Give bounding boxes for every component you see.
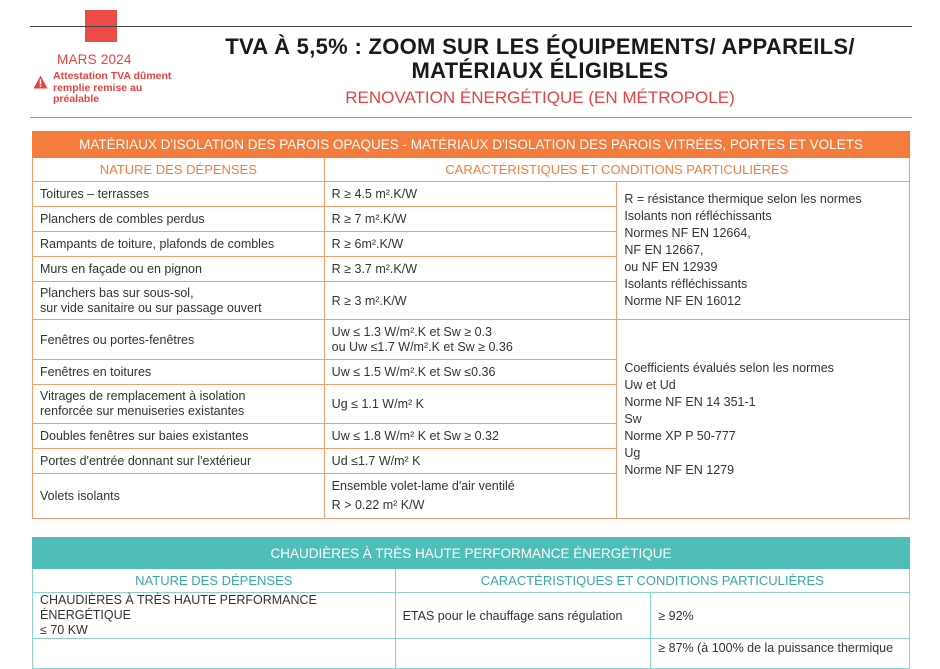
date-label: MARS 2024 — [57, 52, 132, 67]
row-nature: Fenêtres en toitures — [33, 360, 325, 385]
row-condition: Uw ≤ 1.8 W/m² K et Sw ≥ 0.32 — [324, 424, 617, 449]
row-condition: Ud ≤1.7 W/m² K — [324, 449, 617, 474]
row-nature-empty — [33, 639, 396, 669]
row-condition: Ensemble volet-lame d'air ventilé R > 0.22 m² K/W — [324, 474, 617, 519]
insulation-table — [32, 131, 910, 519]
row-criterion-empty — [395, 639, 651, 669]
row-nature: Doubles fenêtres sur baies existantes — [33, 424, 325, 449]
row-nature: Toitures – terrasses — [33, 182, 325, 207]
page-subtitle: RENOVATION ÉNERGÉTIQUE (EN MÉTROPOLE) — [345, 88, 735, 107]
row-criterion: ETAS pour le chauffage sans régulation — [395, 593, 651, 639]
note-vitrees: Coefficients évalués selon les normes Uw et Ud Norme NF EN 14 351-1 Sw Norme XP P 50-777 Ug Norme NF EN 1279 — [617, 320, 910, 519]
row-condition: Uw ≤ 1.3 W/m².K et Sw ≥ 0.3 ou Uw ≤1.7 W/m².K et Sw ≥ 0.36 — [324, 320, 617, 360]
row-nature: Fenêtres ou portes-fenêtres — [33, 320, 325, 360]
warning-block — [33, 71, 173, 106]
row-nature: Volets isolants — [33, 474, 325, 519]
row-condition: R ≥ 6m².K/W — [324, 232, 617, 257]
row-nature: Rampants de toiture, plafonds de combles — [33, 232, 325, 257]
top-rule — [30, 26, 912, 27]
title-line-1: TVA À 5,5% : ZOOM SUR LES ÉQUIPEMENTS/ APPAREILS/ — [225, 34, 855, 59]
page-title — [190, 35, 890, 83]
row-nature: Vitrages de remplacement à isolation renforcée sur menuiseries existantes — [33, 385, 325, 424]
row-condition: Ug ≤ 1.1 W/m² K — [324, 385, 617, 424]
row-value: ≥ 92% — [651, 593, 910, 639]
col-header-nature: NATURE DES DÉPENSES — [33, 569, 396, 593]
row-condition: R ≥ 4.5 m².K/W — [324, 182, 617, 207]
divider — [30, 117, 912, 118]
boiler-table-band: CHAUDIÈRES À TRÈS HAUTE PERFORMANCE ÉNERGÉTIQUE — [33, 538, 910, 569]
row-condition: R ≥ 3.7 m².K/W — [324, 257, 617, 282]
note-opaque: R = résistance thermique selon les normes Isolants non réfléchissants Normes NF EN 12664, NF EN 12667, ou NF EN 12939 Isolants réfléchissants Norme NF EN 16012 — [617, 182, 910, 320]
row-value: ≥ 87% (à 100% de la puissance thermique — [651, 639, 910, 669]
row-condition: R ≥ 3 m².K/W — [324, 282, 617, 320]
row-nature: Planchers de combles perdus — [33, 207, 325, 232]
boiler-table — [32, 537, 910, 669]
col-header-nature: NATURE DES DÉPENSES — [33, 158, 325, 182]
warning-text: Attestation TVA dûment remplie remise au préalable — [53, 70, 172, 105]
warning-icon — [33, 75, 48, 89]
row-condition: Uw ≤ 1.5 W/m².K et Sw ≤0.36 — [324, 360, 617, 385]
row-nature: Murs en façade ou en pignon — [33, 257, 325, 282]
row-condition: R ≥ 7 m².K/W — [324, 207, 617, 232]
row-nature: Planchers bas sur sous-sol, sur vide sanitaire ou sur passage ouvert — [33, 282, 325, 320]
col-header-conditions: CARACTÉRISTIQUES ET CONDITIONS PARTICULIÈRES — [395, 569, 909, 593]
title-line-2: MATÉRIAUX ÉLIGIBLES — [411, 58, 669, 83]
col-header-conditions: CARACTÉRISTIQUES ET CONDITIONS PARTICULIÈRES — [324, 158, 909, 182]
row-nature: CHAUDIÈRES À TRÈS HAUTE PERFORMANCE ÉNERGÉTIQUE ≤ 70 KW — [33, 593, 396, 639]
row-nature: Portes d'entrée donnant sur l'extérieur — [33, 449, 325, 474]
insulation-table-band: MATÉRIAUX D'ISOLATION DES PAROIS OPAQUES - MATÉRIAUX D'ISOLATION DES PAROIS VITRÉES, PORTES ET VOLETS — [33, 132, 910, 158]
